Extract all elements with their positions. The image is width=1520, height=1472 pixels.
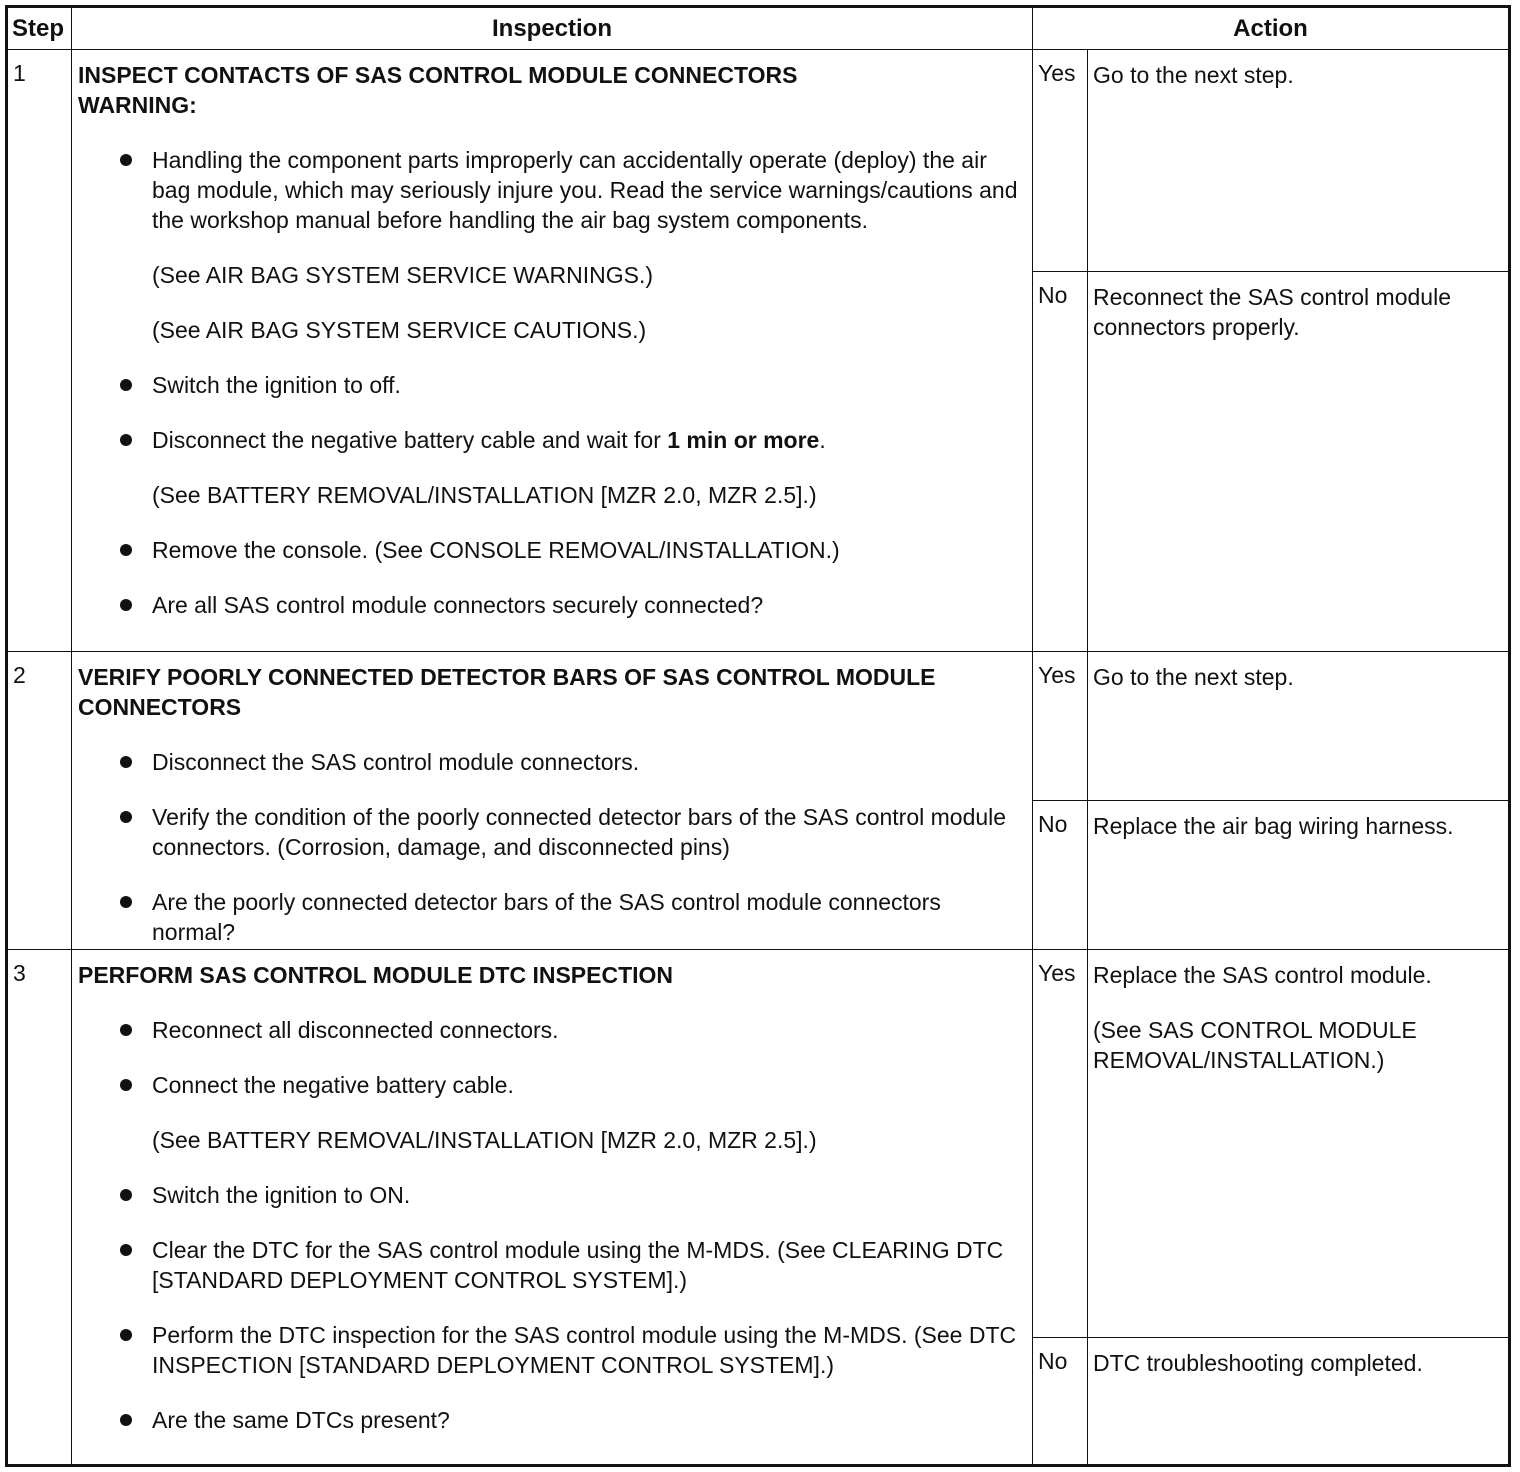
no-action: Replace the air bag wiring harness. <box>1088 800 1510 949</box>
bullet-icon <box>120 1414 132 1426</box>
bullet-icon <box>120 1024 132 1036</box>
header-action: Action <box>1033 7 1510 50</box>
yes-action <box>1088 949 1510 1337</box>
list-item: Switch the ignition to ON. <box>78 1180 1022 1210</box>
bullet-icon <box>120 544 132 556</box>
header-step: Step <box>7 7 72 50</box>
step-title: INSPECT CONTACTS OF SAS CONTROL MODULE CONNECTORS <box>78 62 798 88</box>
bullet-icon <box>120 756 132 768</box>
list-item: Disconnect the negative battery cable and wait for 1 min or more. <box>78 425 1022 455</box>
reference-link: (See AIR BAG SYSTEM SERVICE WARNINGS.) <box>152 262 654 288</box>
step-number: 2 <box>7 652 72 949</box>
reference-link: (See BATTERY REMOVAL/INSTALLATION [MZR 2.0, MZR 2.5].) <box>152 482 817 508</box>
step-1-inspection <box>72 50 1033 652</box>
reference-link: (See AIR BAG SYSTEM SERVICE CAUTIONS.) <box>152 317 647 343</box>
bullet-icon <box>120 1079 132 1091</box>
list-item: Disconnect the SAS control module connectors. <box>78 747 1022 777</box>
bullet-icon <box>120 599 132 611</box>
step-number: 3 <box>7 949 72 1465</box>
bullet-icon <box>120 434 132 446</box>
list-item: Are the same DTCs present? <box>78 1405 1022 1435</box>
list-item: Clear the DTC for the SAS control module using the M-MDS. (See CLEARING DTC [STANDARD DEPLOYMENT CONTROL SYSTEM].) <box>78 1235 1022 1295</box>
list-item: Reconnect all disconnected connectors. <box>78 1015 1022 1045</box>
no-action: Reconnect the SAS control module connectors properly. <box>1088 272 1510 652</box>
reference-link: (See SAS CONTROL MODULE REMOVAL/INSTALLATION.) <box>1093 1016 1417 1073</box>
header-row <box>7 7 1510 50</box>
no-label: No <box>1033 800 1088 949</box>
list-item: Connect the negative battery cable. <box>78 1070 1022 1100</box>
bullet-icon <box>120 1329 132 1341</box>
yes-action-line: Replace the SAS control module. <box>1093 961 1432 988</box>
warning-label: WARNING: <box>78 92 197 118</box>
step-title: PERFORM SAS CONTROL MODULE DTC INSPECTION <box>78 961 674 988</box>
yes-action: Go to the next step. <box>1088 652 1510 800</box>
no-action: DTC troubleshooting completed. <box>1088 1337 1510 1465</box>
list-item: Verify the condition of the poorly connected detector bars of the SAS control module connectors. (Corrosion, damage, and disconnected pins) <box>78 802 1022 862</box>
step-1-yes-row <box>7 50 1510 272</box>
step-title: VERIFY POORLY CONNECTED DETECTOR BARS OF SAS CONTROL MODULE CONNECTORS <box>78 664 936 721</box>
list-item: Remove the console. (See CONSOLE REMOVAL/INSTALLATION.) <box>78 535 1022 565</box>
bullet-icon <box>120 811 132 823</box>
no-label: No <box>1033 1337 1088 1465</box>
yes-label: Yes <box>1033 949 1088 1337</box>
reference-link: (See BATTERY REMOVAL/INSTALLATION [MZR 2.0, MZR 2.5].) <box>152 1126 817 1153</box>
bullet-icon <box>120 896 132 908</box>
step-2-inspection <box>72 652 1033 949</box>
bullet-icon <box>120 1244 132 1256</box>
troubleshooting-table <box>5 5 1511 1467</box>
no-label: No <box>1033 272 1088 652</box>
header-inspection: Inspection <box>72 7 1033 50</box>
yes-label: Yes <box>1033 50 1088 272</box>
step-3-inspection <box>72 949 1033 1465</box>
bullet-icon <box>120 154 132 166</box>
yes-label: Yes <box>1033 652 1088 800</box>
list-item: Switch the ignition to off. <box>78 370 1022 400</box>
list-item: Perform the DTC inspection for the SAS control module using the M-MDS. (See DTC INSPECTION [STANDARD DEPLOYMENT CONTROL SYSTEM].) <box>78 1320 1022 1380</box>
step-2-yes-row <box>7 652 1510 800</box>
bullet-icon <box>120 379 132 391</box>
step-3-yes-row <box>7 949 1510 1337</box>
step-number: 1 <box>7 50 72 652</box>
bullet-icon <box>120 1189 132 1201</box>
list-item: Are the poorly connected detector bars of the SAS control module connectors normal? <box>78 887 1022 947</box>
yes-action: Go to the next step. <box>1088 50 1510 272</box>
list-item: Handling the component parts improperly can accidentally operate (deploy) the air bag module, which may seriously injure you. Read the service warnings/cautions and the workshop manual before handling the air bag system components. <box>78 145 1022 235</box>
list-item: Are all SAS control module connectors securely connected? <box>78 590 1022 620</box>
